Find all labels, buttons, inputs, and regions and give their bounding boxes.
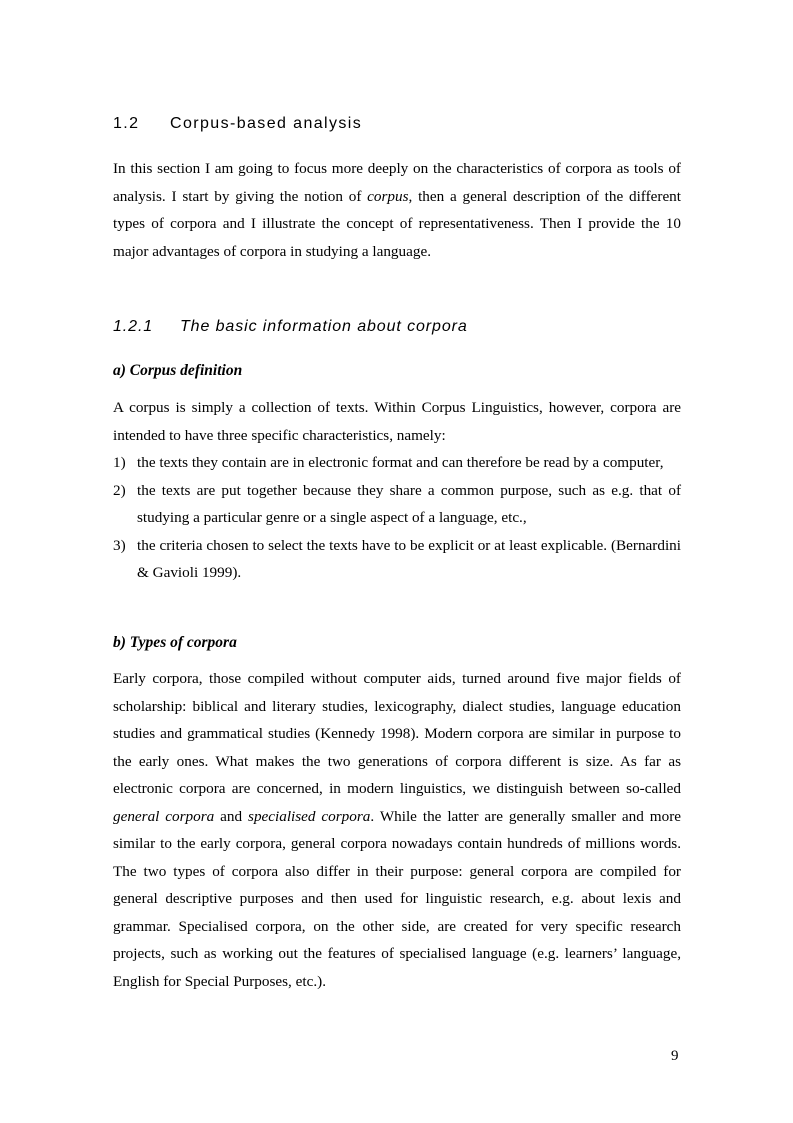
definition-paragraph: A corpus is simply a collection of texts. Within Corpus Linguistics, however, corpora are intended to have three specific characteristics, namely:	[113, 399, 681, 444]
types-text-3: . While the latter are generally smaller and more similar to the early corpora, general corpora nowadays contain hundreds of millions words. The two types of corpora also differ in their purpose: general corpora are compiled for general descriptive purposes and then used for linguistic research, e.g. about lexis and grammar. Specialised corpora, on the other side, are created for very specific research projects, such as working out the features of specialised language (e.g. learners’ language, English for Special Purposes, etc.).	[113, 807, 681, 990]
list-marker: 2)	[113, 481, 126, 499]
types-heading: b) Types of corpora	[113, 634, 237, 651]
subsection-number: 1.2.1	[113, 318, 154, 335]
intro-emphasis: corpus	[367, 187, 409, 205]
list-marker: 1)	[113, 454, 126, 471]
list-item-text: the texts are put together because they share a common purpose, such as e.g. that of studying a particular genre or a single aspect of a language, etc.,	[137, 481, 681, 526]
subsection-title: The basic information about corpora	[180, 318, 468, 335]
intro-paragraph	[113, 155, 681, 265]
types-text-2: and	[214, 807, 249, 825]
types-paragraph	[113, 665, 681, 995]
section-title: Corpus-based analysis	[170, 115, 363, 132]
list-item-text: the criteria chosen to select the texts have to be explicit or at least explicable. (Bernardini & Gavioli 1999).	[137, 536, 681, 581]
types-emphasis-general: general corpora	[113, 807, 215, 825]
list-item-text: the texts they contain are in electronic format and can therefore be read by a computer,	[137, 454, 664, 471]
list-item	[113, 449, 681, 477]
list-item	[113, 477, 681, 532]
intro-text-1: In this section I am going to focus more deeply on the characteristics of corpora as tools of analysis. I start by giving the notion of	[113, 160, 681, 205]
list-marker: 3)	[113, 536, 126, 554]
section-heading	[113, 115, 362, 133]
intro-text-2: , then a general description of the different types of corpora and I illustrate the concept of representativeness. Then I provide the 10 major advantages of corpora in studying a language.	[113, 187, 681, 260]
types-text-1: Early corpora, those compiled without computer aids, turned around five major fields of scholarship: biblical and literary studies, lexicography, dialect studies, language education studies and grammatical studies (Kennedy 1998). Modern corpora are similar in purpose to the early ones. What makes the two generations of corpora different is size. As far as electronic corpora are concerned, in modern linguistics, we distinguish between so-called	[113, 670, 681, 797]
types-emphasis-specialised: specialised corpora	[248, 807, 371, 825]
list-item	[113, 532, 681, 587]
definition-heading: a) Corpus definition	[113, 362, 243, 379]
page-number: 9	[671, 1048, 679, 1064]
characteristics-list	[113, 449, 681, 587]
subsection-heading	[113, 318, 468, 336]
section-number: 1.2	[113, 115, 140, 132]
